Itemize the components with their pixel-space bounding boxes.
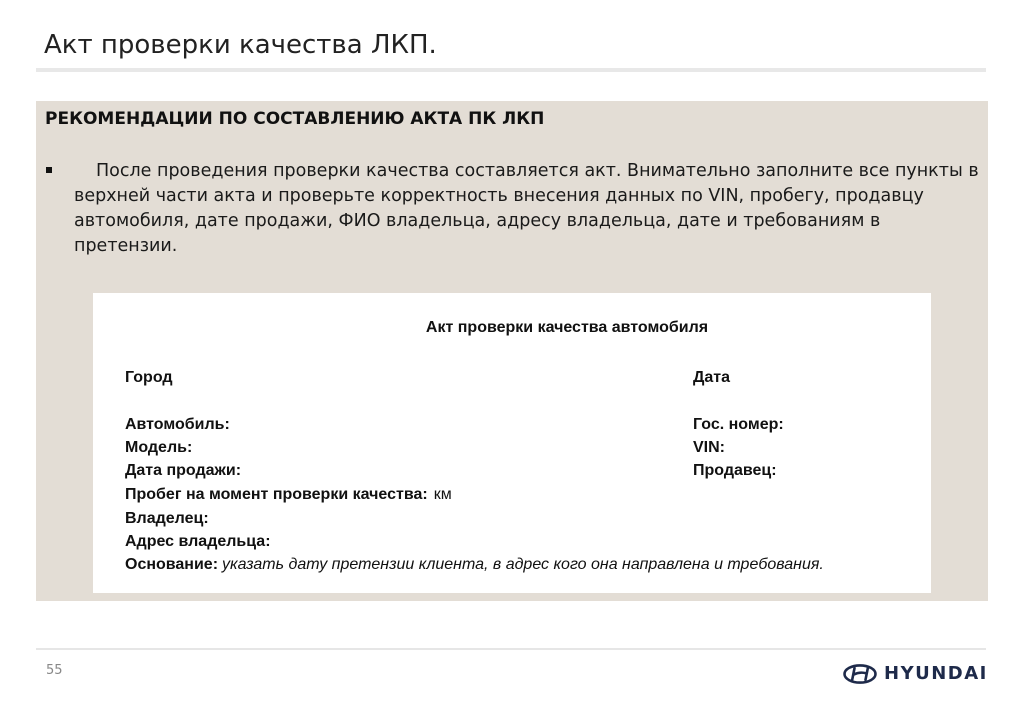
mileage-unit: км bbox=[433, 486, 452, 503]
basis-note: указать дату претензии клиента, в адрес кого она направлена и требования. bbox=[222, 556, 824, 573]
basis-field bbox=[125, 556, 824, 574]
form-title: Акт проверки качества автомобиля bbox=[425, 319, 709, 336]
recommendations-panel bbox=[36, 101, 988, 601]
plate-field: Гос. номер: bbox=[693, 416, 784, 433]
mileage-label: Пробег на момент проверки качества: bbox=[125, 486, 428, 503]
date-field: Дата bbox=[693, 369, 731, 386]
title-divider bbox=[36, 68, 986, 72]
hyundai-logo-icon bbox=[843, 664, 877, 684]
brand-logo bbox=[843, 663, 988, 684]
sale-date-field: Дата продажи: bbox=[125, 462, 242, 479]
car-field: Автомобиль: bbox=[125, 416, 230, 433]
city-field: Город bbox=[125, 369, 173, 386]
basis-label: Основание: bbox=[125, 556, 219, 573]
owner-address-field: Адрес владельца: bbox=[125, 533, 271, 550]
slide-title: Акт проверки качества ЛКП. bbox=[44, 30, 437, 60]
page-number: 55 bbox=[46, 663, 63, 678]
model-field: Модель: bbox=[125, 439, 193, 456]
inspection-act-form bbox=[93, 293, 931, 593]
brand-name: HYUNDAI bbox=[884, 663, 988, 684]
mileage-field bbox=[125, 486, 452, 504]
bullet-item bbox=[44, 159, 980, 259]
panel-heading: РЕКОМЕНДАЦИИ ПО СОСТАВЛЕНИЮ АКТА ПК ЛКП bbox=[45, 109, 545, 129]
bullet-square-icon bbox=[46, 167, 52, 173]
seller-field: Продавец: bbox=[693, 462, 777, 479]
footer-divider bbox=[36, 648, 986, 650]
bullet-text: После проведения проверки качества составляется акт. Внимательно заполните все пункты в верхней части акта и проверьте корректность внесения данных по VIN, пробегу, продавцу автомобиля, дате продажи, ФИО владельца, адресу владельца, дате и требованиям в претензии. bbox=[74, 161, 979, 256]
owner-field: Владелец: bbox=[125, 510, 209, 527]
vin-field: VIN: bbox=[693, 439, 725, 456]
